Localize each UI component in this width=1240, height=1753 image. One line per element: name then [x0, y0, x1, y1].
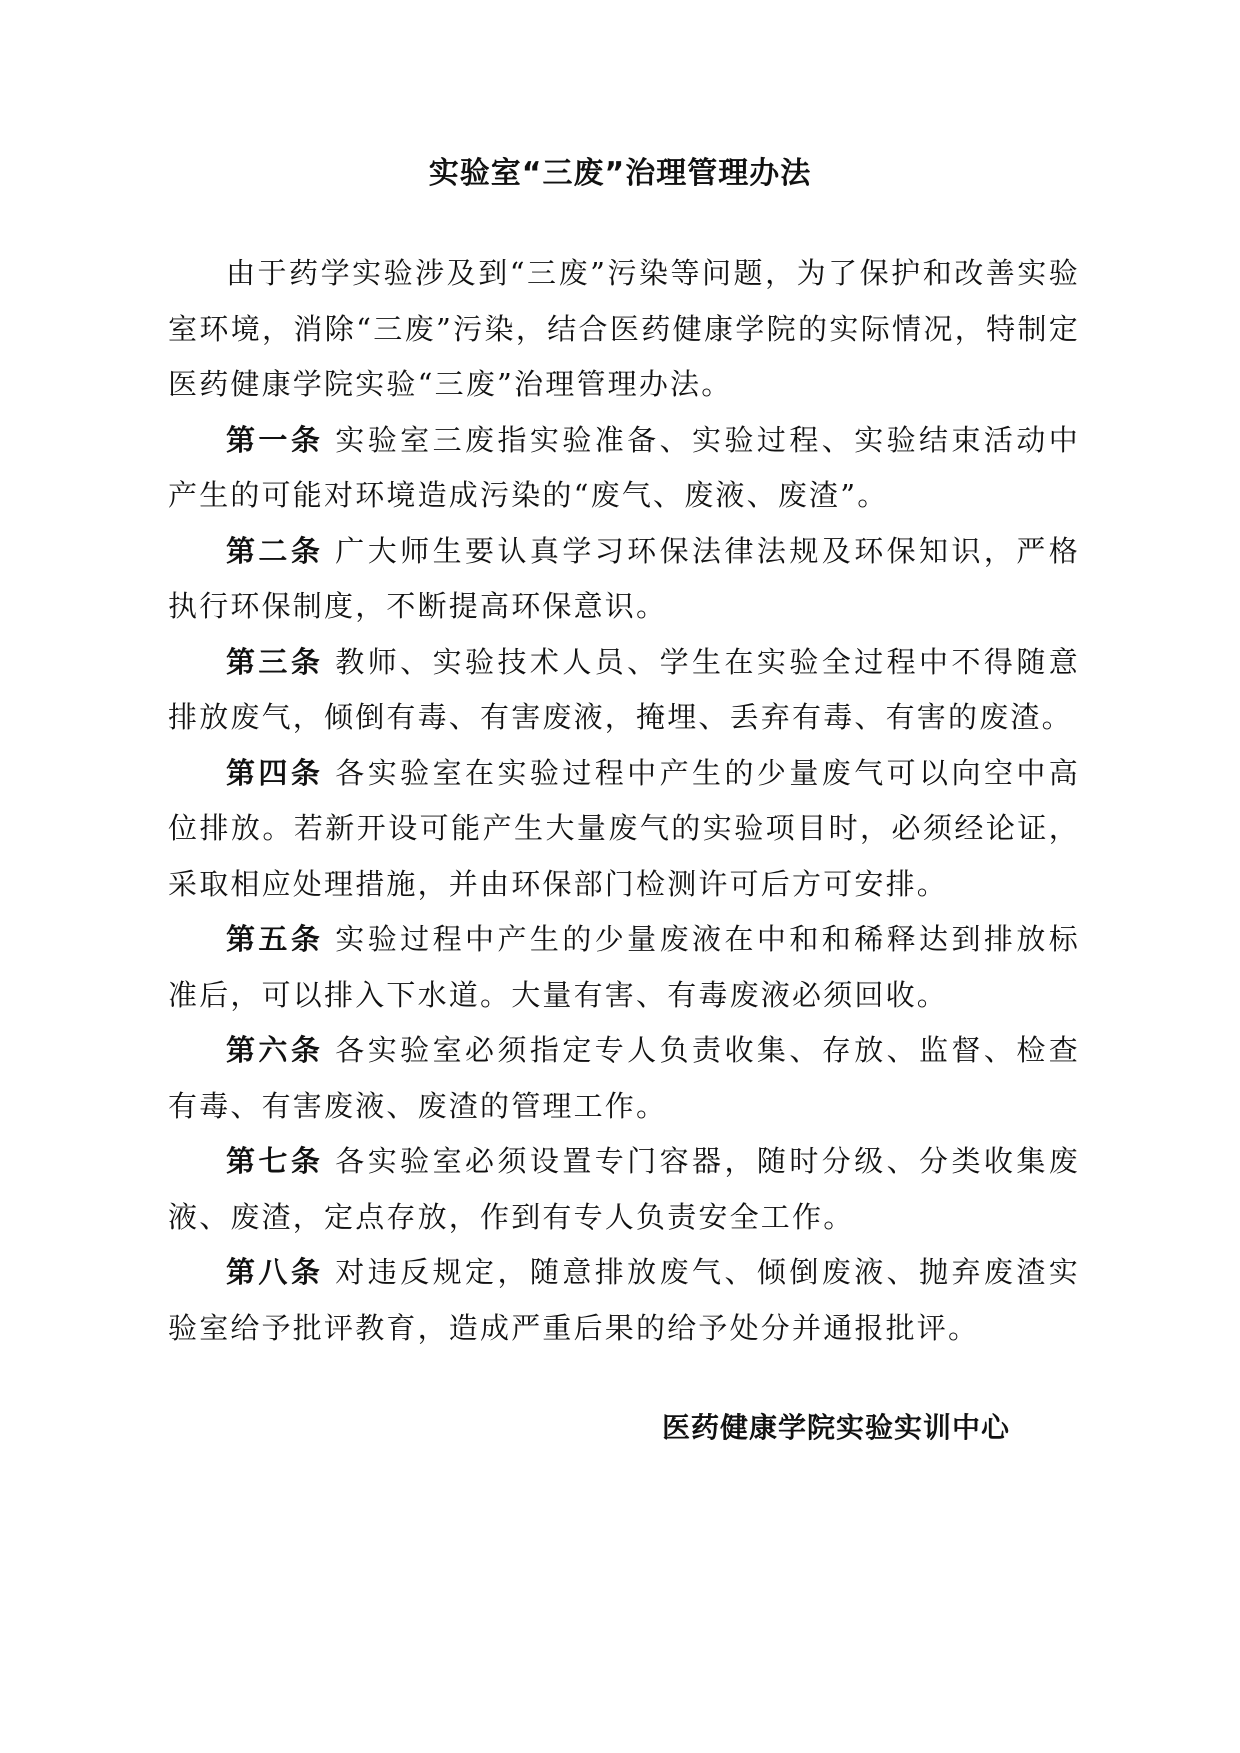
article-2 [168, 524, 1080, 635]
article-label: 第五条 [226, 922, 324, 956]
article-4 [168, 746, 1080, 913]
article-text: 实验室三废指实验准备、实验过程、实验结束活动中产生的可能对环境造成污染的“废气、废液、废渣”。 [168, 422, 1080, 512]
article-text: 对违反规定，随意排放废气、倾倒废液、抛弃废渣实验室给予批评教育，造成严重后果的给予处分并通报批评。 [168, 1255, 1080, 1345]
article-3 [168, 635, 1080, 746]
article-label: 第八条 [226, 1255, 324, 1289]
article-label: 第六条 [226, 1033, 324, 1067]
article-text: 各实验室在实验过程中产生的少量废气可以向空中高位排放。若新开设可能产生大量废气的实验项目时，必须经论证，采取相应处理措施，并由环保部门检测许可后方可安排。 [168, 755, 1080, 901]
article-label: 第一条 [226, 422, 324, 457]
intro-paragraph: 由于药学实验涉及到“三废”污染等问题，为了保护和改善实验室环境，消除“三废”污染，结合医药健康学院的实际情况，特制定医药健康学院实验“三废”治理管理办法。 [168, 256, 1080, 401]
article-text: 广大师生要认真学习环保法律法规及环保知识，严格执行环保制度，不断提高环保意识。 [168, 533, 1080, 623]
article-6 [168, 1023, 1080, 1134]
article-text: 实验过程中产生的少量废液在中和和稀释达到排放标准后，可以排入下水道。大量有害、有毒废液必须回收。 [168, 922, 1080, 1012]
article-label: 第七条 [226, 1144, 324, 1178]
article-1 [168, 413, 1080, 524]
article-label: 第四条 [226, 755, 324, 790]
article-text: 各实验室必须指定专人负责收集、存放、监督、检查有毒、有害废液、废渣的管理工作。 [168, 1033, 1080, 1123]
article-5 [168, 912, 1080, 1023]
document-title: 实验室“三废”治理管理办法 [428, 156, 812, 191]
article-text: 教师、实验技术人员、学生在实验全过程中不得随意排放废气，倾倒有毒、有害废液，掩埋、丢弃有毒、有害的废渣。 [168, 644, 1080, 734]
article-8 [168, 1245, 1080, 1356]
article-text: 各实验室必须设置专门容器，随时分级、分类收集废液、废渣，定点存放，作到有专人负责安全工作。 [168, 1144, 1080, 1234]
article-label: 第三条 [226, 644, 324, 679]
article-7 [168, 1134, 1080, 1245]
document-body [168, 246, 1080, 1356]
article-label: 第二条 [226, 533, 324, 568]
issuer-signature: 医药健康学院实验实训中心 [662, 1411, 1011, 1444]
